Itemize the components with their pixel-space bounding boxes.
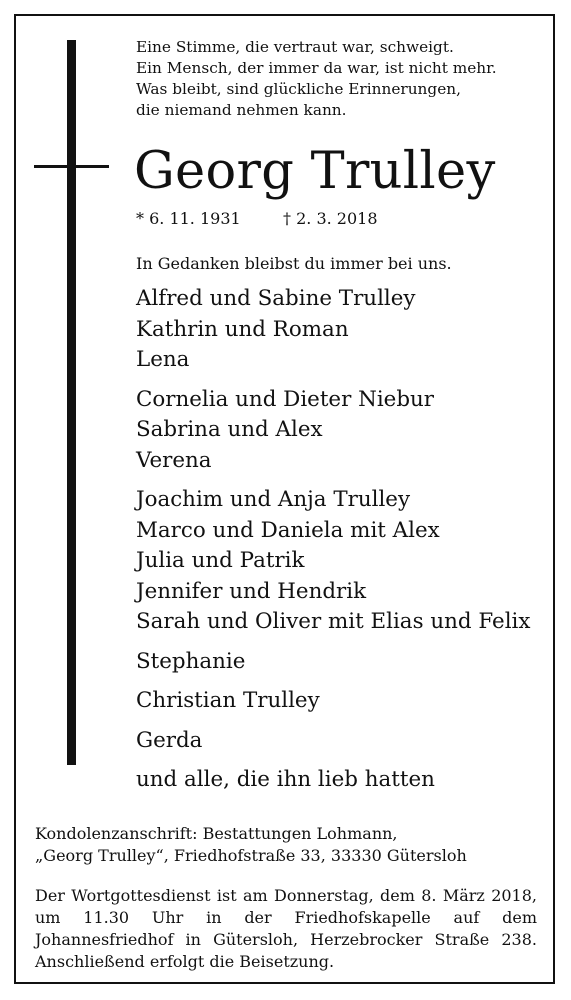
cross-icon-vertical xyxy=(67,40,76,765)
poem xyxy=(136,37,497,121)
mourner-line: Alfred und Sabine Trulley xyxy=(136,286,416,311)
cross-icon-horizontal xyxy=(34,165,109,168)
mourner-line: Jennifer und Hendrik xyxy=(136,578,367,604)
condolence-address xyxy=(35,823,467,867)
intro-line: In Gedanken bleibst du immer bei uns. xyxy=(136,254,452,273)
mourner-group xyxy=(136,485,530,638)
mourner-group xyxy=(136,385,530,477)
mourner-group xyxy=(136,726,530,757)
mourner-line: Marco und Daniela mit Alex xyxy=(136,517,440,543)
mourner-line: Gerda xyxy=(136,727,203,753)
mourner-line: und alle, die ihn lieb hatten xyxy=(136,767,435,792)
condolence-line: Kondolenzanschrift: Bestattungen Lohmann, xyxy=(35,824,398,843)
mourner-line: Cornelia und Dieter Niebur xyxy=(136,386,435,412)
mourners-list xyxy=(136,284,530,805)
mourner-line: Joachim und Anja Trulley xyxy=(136,487,411,512)
poem-line: Eine Stimme, die vertraut war, schweigt. xyxy=(136,38,454,56)
poem-line: Was bleibt, sind glückliche Erinnerungen, xyxy=(136,80,461,98)
poem-line: Ein Mensch, der immer da war, ist nicht mehr. xyxy=(136,59,497,77)
mourner-line: Stephanie xyxy=(136,648,246,674)
condolence-line: „Georg Trulley“, Friedhofstraße 33, 33330 Gütersloh xyxy=(35,846,467,865)
mourner-line: Verena xyxy=(136,447,212,473)
mourner-line: Sabrina und Alex xyxy=(136,417,323,442)
mourner-group xyxy=(136,686,530,717)
mourner-line: Sarah und Oliver mit Elias und Felix xyxy=(136,609,531,634)
mourner-line: Julia und Patrik xyxy=(136,548,305,573)
service-info: Der Wortgottesdienst ist am Donnerstag, dem 8. März 2018, um 11.30 Uhr in der Friedhofskapelle auf dem Johannesfriedhof in Gütersloh, Herzebrocker Straße 238. Anschließend erfolgt die Beisetzung. xyxy=(35,886,537,971)
poem-line: die niemand nehmen kann. xyxy=(136,101,347,119)
mourner-line: Kathrin und Roman xyxy=(136,316,349,342)
mourner-group xyxy=(136,765,530,796)
life-dates xyxy=(136,208,378,230)
birth-date: * 6. 11. 1931 xyxy=(136,209,241,228)
mourner-group xyxy=(136,284,530,376)
mourner-line: Christian Trulley xyxy=(136,688,320,713)
death-date: † 2. 3. 2018 xyxy=(283,209,378,228)
deceased-name: Georg Trulley xyxy=(134,142,496,201)
mourner-group xyxy=(136,647,530,678)
mourner-line: Lena xyxy=(136,347,190,372)
